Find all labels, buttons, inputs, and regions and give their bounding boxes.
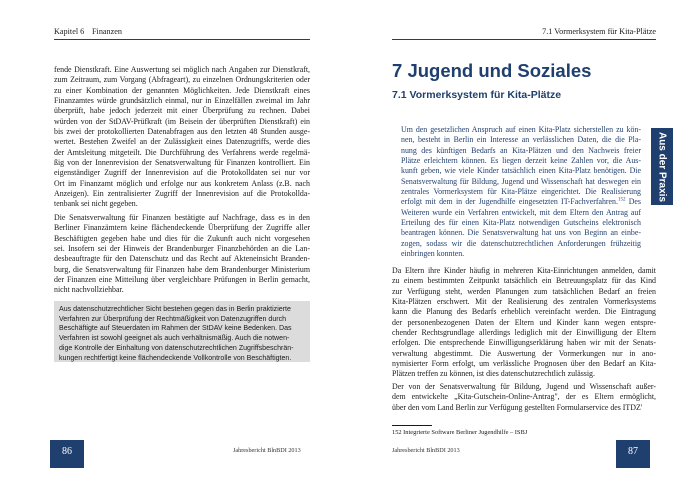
text-line: Beschäftigten gegeben habe und dies für die Zukunft auch nicht vorgesehen <box>54 233 310 243</box>
text-line: zu einem bestimmten Zeitpunkt tatsächlich ein Betreuungsplatz für das Kind <box>392 276 656 286</box>
header-title: Finanzen <box>92 27 123 36</box>
header-chapter: Kapitel 6 <box>54 27 85 36</box>
text-line: Die Senatsverwaltung für Finanzen bestätigte auf Nachfrage, dass es in den <box>54 213 310 222</box>
text-line: der personenbezogenen Daten der Eltern und Kinder kann wegen entspre- <box>392 317 656 327</box>
footer-text-right: Jahresbericht BlnBDI 2013 <box>392 447 460 454</box>
intro-line: kunft geben, wie viele Kinder tatsächlich einen Kita-Platz benötigen. Die <box>401 166 641 176</box>
intro-line: Um den gesetzlichen Anspruch auf einen Kita-Platz sicherstellen zu kön- <box>401 125 641 134</box>
intro-paragraph <box>401 125 641 259</box>
text-line: bis zwei der protokollierten Datenabfragen aus den letzten 48 Stunden ausge- <box>54 127 310 137</box>
intro-line: nen, besteht in Berlin ein Interesse an verlässlichen Daten, die die Pla- <box>401 135 641 145</box>
right-paragraph-2 <box>392 382 656 413</box>
intro-line: zogen, sodass wir die datenschutzrechtlichen Anforderungen frühzeitig <box>401 238 641 248</box>
page-number-right: 87 <box>628 446 638 457</box>
intro-line: einbringen konnten. <box>401 249 465 259</box>
footnote-rule <box>392 425 432 426</box>
text-line: tenbank sei nicht gegeben. <box>54 199 138 209</box>
text-line: wertet. Bestehen Zweifel an der Zulässigkeit eines Datenzugriffs, werde dies <box>54 137 310 147</box>
footer-text: Jahresbericht BlnBDI 2013 <box>233 447 301 454</box>
text-line: erfolgen. Die entsprechende Einwilligungserklärung haben wir mit der Senats- <box>392 338 656 348</box>
text-line: Aus datenschutzrechtlicher Sicht bestehen gegen das in Berlin praktizierte <box>59 306 291 313</box>
side-tab-label: Aus der Praxis <box>656 131 668 202</box>
text-line: Finanzamtes würde grundsätzlich einmal, nur in Einzelfällen zweimal im Jahr <box>54 96 310 106</box>
intro-line: erfolgt mit dem in der Jugendhilfe eingesetzten IT-Fachverfahren.$^{152}$ Des <box>401 197 641 207</box>
text-line: nicht nachvollziehbar. <box>54 285 124 295</box>
text-line: kann die Planung des Bedarfs erheblich vereinfacht werden. Die Eintragung <box>392 307 656 317</box>
text-line: dem entwickelte „Kita-Gutschein-Online-Antrag", der es Eltern ermöglicht, <box>392 392 656 402</box>
left-paragraph-2 <box>54 213 310 296</box>
text-line: zum Zeitraum, zum Vorgang (Abfrageart), zu einzelnen Ordnungskriterien oder <box>54 75 310 85</box>
text-line: über den vom Land Berlin zur Verfügung gestellten Formularservice des ITDZ' <box>392 402 643 412</box>
intro-line: Senatsverwaltung für Bildung, Jugend und Wissenschaft hat deswegen ein <box>401 176 641 186</box>
header-section: 7.1 Vormerksystem für Kita-Plätze <box>542 27 656 36</box>
text-line: zur Verfügung steht, werden Planungen zum tatsächlichen Bedarf an freien <box>392 286 656 296</box>
text-line: Ort im Finanzamt möglich und erfolge nur aus konkretem Anlass (z.B. nach <box>54 178 310 188</box>
footnote-reference[interactable]: 152 <box>617 197 626 203</box>
footnote: 152 Integrierte Software Berliner Jugendhilfe – ISBJ <box>392 429 528 436</box>
text-line: burg, die Senatsverwaltung für Finanzen habe dem Brandenburger Ministerium <box>54 264 310 274</box>
text-line: dige Kontrolle der Einhaltung von datenschutzrechtlichen Zugriffsbeschrän- <box>59 344 294 352</box>
text-line: chender Rechtsgrundlage allerdings lediglich mit der Einwilligung der Eltern <box>392 328 656 338</box>
text-line: Da Eltern ihre Kinder häufig in mehreren Kita-Einrichtungen anmelden, damit <box>392 266 656 275</box>
text-line: Beschäftigte auf Steuerdaten im Rahmen der StDAV keine Bedenken. Das <box>59 325 292 333</box>
text-line: ßig von der Innenrevision der Senatsverwaltung für Finanzen kontrolliert. Ein <box>54 158 310 168</box>
text-line: Kita-Plätzen erschwert. Mit der Realisierung des zentralen Vormerksystems <box>392 297 656 307</box>
right-paragraph-1 <box>392 266 656 380</box>
text-line: fende Dienstkraft. Eine Auswertung sei möglich nach Angaben zur Dienstkraft, <box>54 65 310 74</box>
text-line: desbeauftragte für den Datenschutz und das Recht auf Akteneinsicht Branden- <box>54 254 310 264</box>
text-line: der Finanzen eine Mitteilung über vergleichbare Prüfungen in Berlin gemacht, <box>54 275 310 285</box>
chapter-heading <box>392 60 591 82</box>
text-line: Anzeigen). Ein zentralisierter Zugriff der Innenrevision auf die Protokollda- <box>54 189 310 199</box>
header-rule <box>54 39 310 40</box>
left-paragraph-1 <box>54 65 310 210</box>
section-heading: 7.1 Vormerksystem für Kita-Plätze <box>392 89 562 101</box>
intro-line: zentrales Vormerksystem für Kita-Plätze eingerichtet. Die Realisierung <box>401 187 641 197</box>
text-line: sei. Insofern sei der Hinweis der Brandenburger Finanzbehörden an die Lan- <box>54 244 310 254</box>
text-line: zu einer Kombination der genannten Möglichkeiten. Jede Dienstkraft eines <box>54 85 310 95</box>
text-line: eigenständiger Zugriff der Innenrevision auf die Protokolldaten sei nur vor <box>54 168 310 178</box>
text-line: verwaltung abgestimmt. Die Auswertung der Vormerkungen nur in ano- <box>392 348 656 358</box>
text-line: würden von der StDAV-Prüfkraft (im Beisein der überprüften Dienstkraft) ein <box>54 116 310 126</box>
intro-line: Plätze erleichtern können. Es liegen derzeit keine Zahlen vor, die Aus- <box>401 156 641 166</box>
text-line: Berliner Finanzämtern keine flächendeckende Überprüfung der Zugriffe aller <box>54 223 310 233</box>
header-rule-right <box>392 39 656 40</box>
chapter-title: Jugend und Soziales <box>407 60 592 81</box>
summary-box-text <box>59 305 294 363</box>
text-line: Der von der Senatsverwaltung für Bildung, Jugend und Wissenschaft außer- <box>392 382 656 391</box>
intro-line: nung des künftigen Bedarfs an Kita-Plätzen und den Nachweis freier <box>401 145 641 155</box>
intro-line: Erteilung des für einen Kita-Platz notwendigen Gutscheins elektronisch <box>401 218 641 228</box>
text-line: kungen rechtfertigt keine flächendeckende Vollkontrolle von Beschäftigten. <box>59 354 292 362</box>
text-line: überprüft, habe jedoch jederzeit mit einer Überprüfung zu rechnen. Dabei <box>54 106 310 116</box>
text-line: der Amtsleitung mitgeteilt. Die Durchführung des Verfahrens werde regelmä- <box>54 147 310 157</box>
intro-line: beantragen können. Die Senatsverwaltung hat uns von Beginn an einbe- <box>401 228 641 238</box>
text-line: Plätzen treffen zu können, ist dies datenschutzrechtlich zulässig. <box>392 369 595 379</box>
side-tab <box>651 128 673 205</box>
chapter-number: 7 <box>392 60 403 81</box>
intro-line: Weiteren wurde ein Verfahren entwickelt, mit dem Eltern den Antrag auf <box>401 207 641 217</box>
text-line: Verfahren ist sowohl geeignet als auch verhältnismäßig. Auch die notwen- <box>59 335 290 343</box>
page-number: 86 <box>62 446 72 457</box>
text-line: nymisierter Form erfolgt, um verlässliche Prognosen über den Bedarf an Kita- <box>392 359 656 369</box>
text-line: Verfahren zur Überprüfung der Rechtmäßigkeit von Datenzugriffen durch <box>59 315 287 323</box>
summary-box <box>54 301 310 362</box>
